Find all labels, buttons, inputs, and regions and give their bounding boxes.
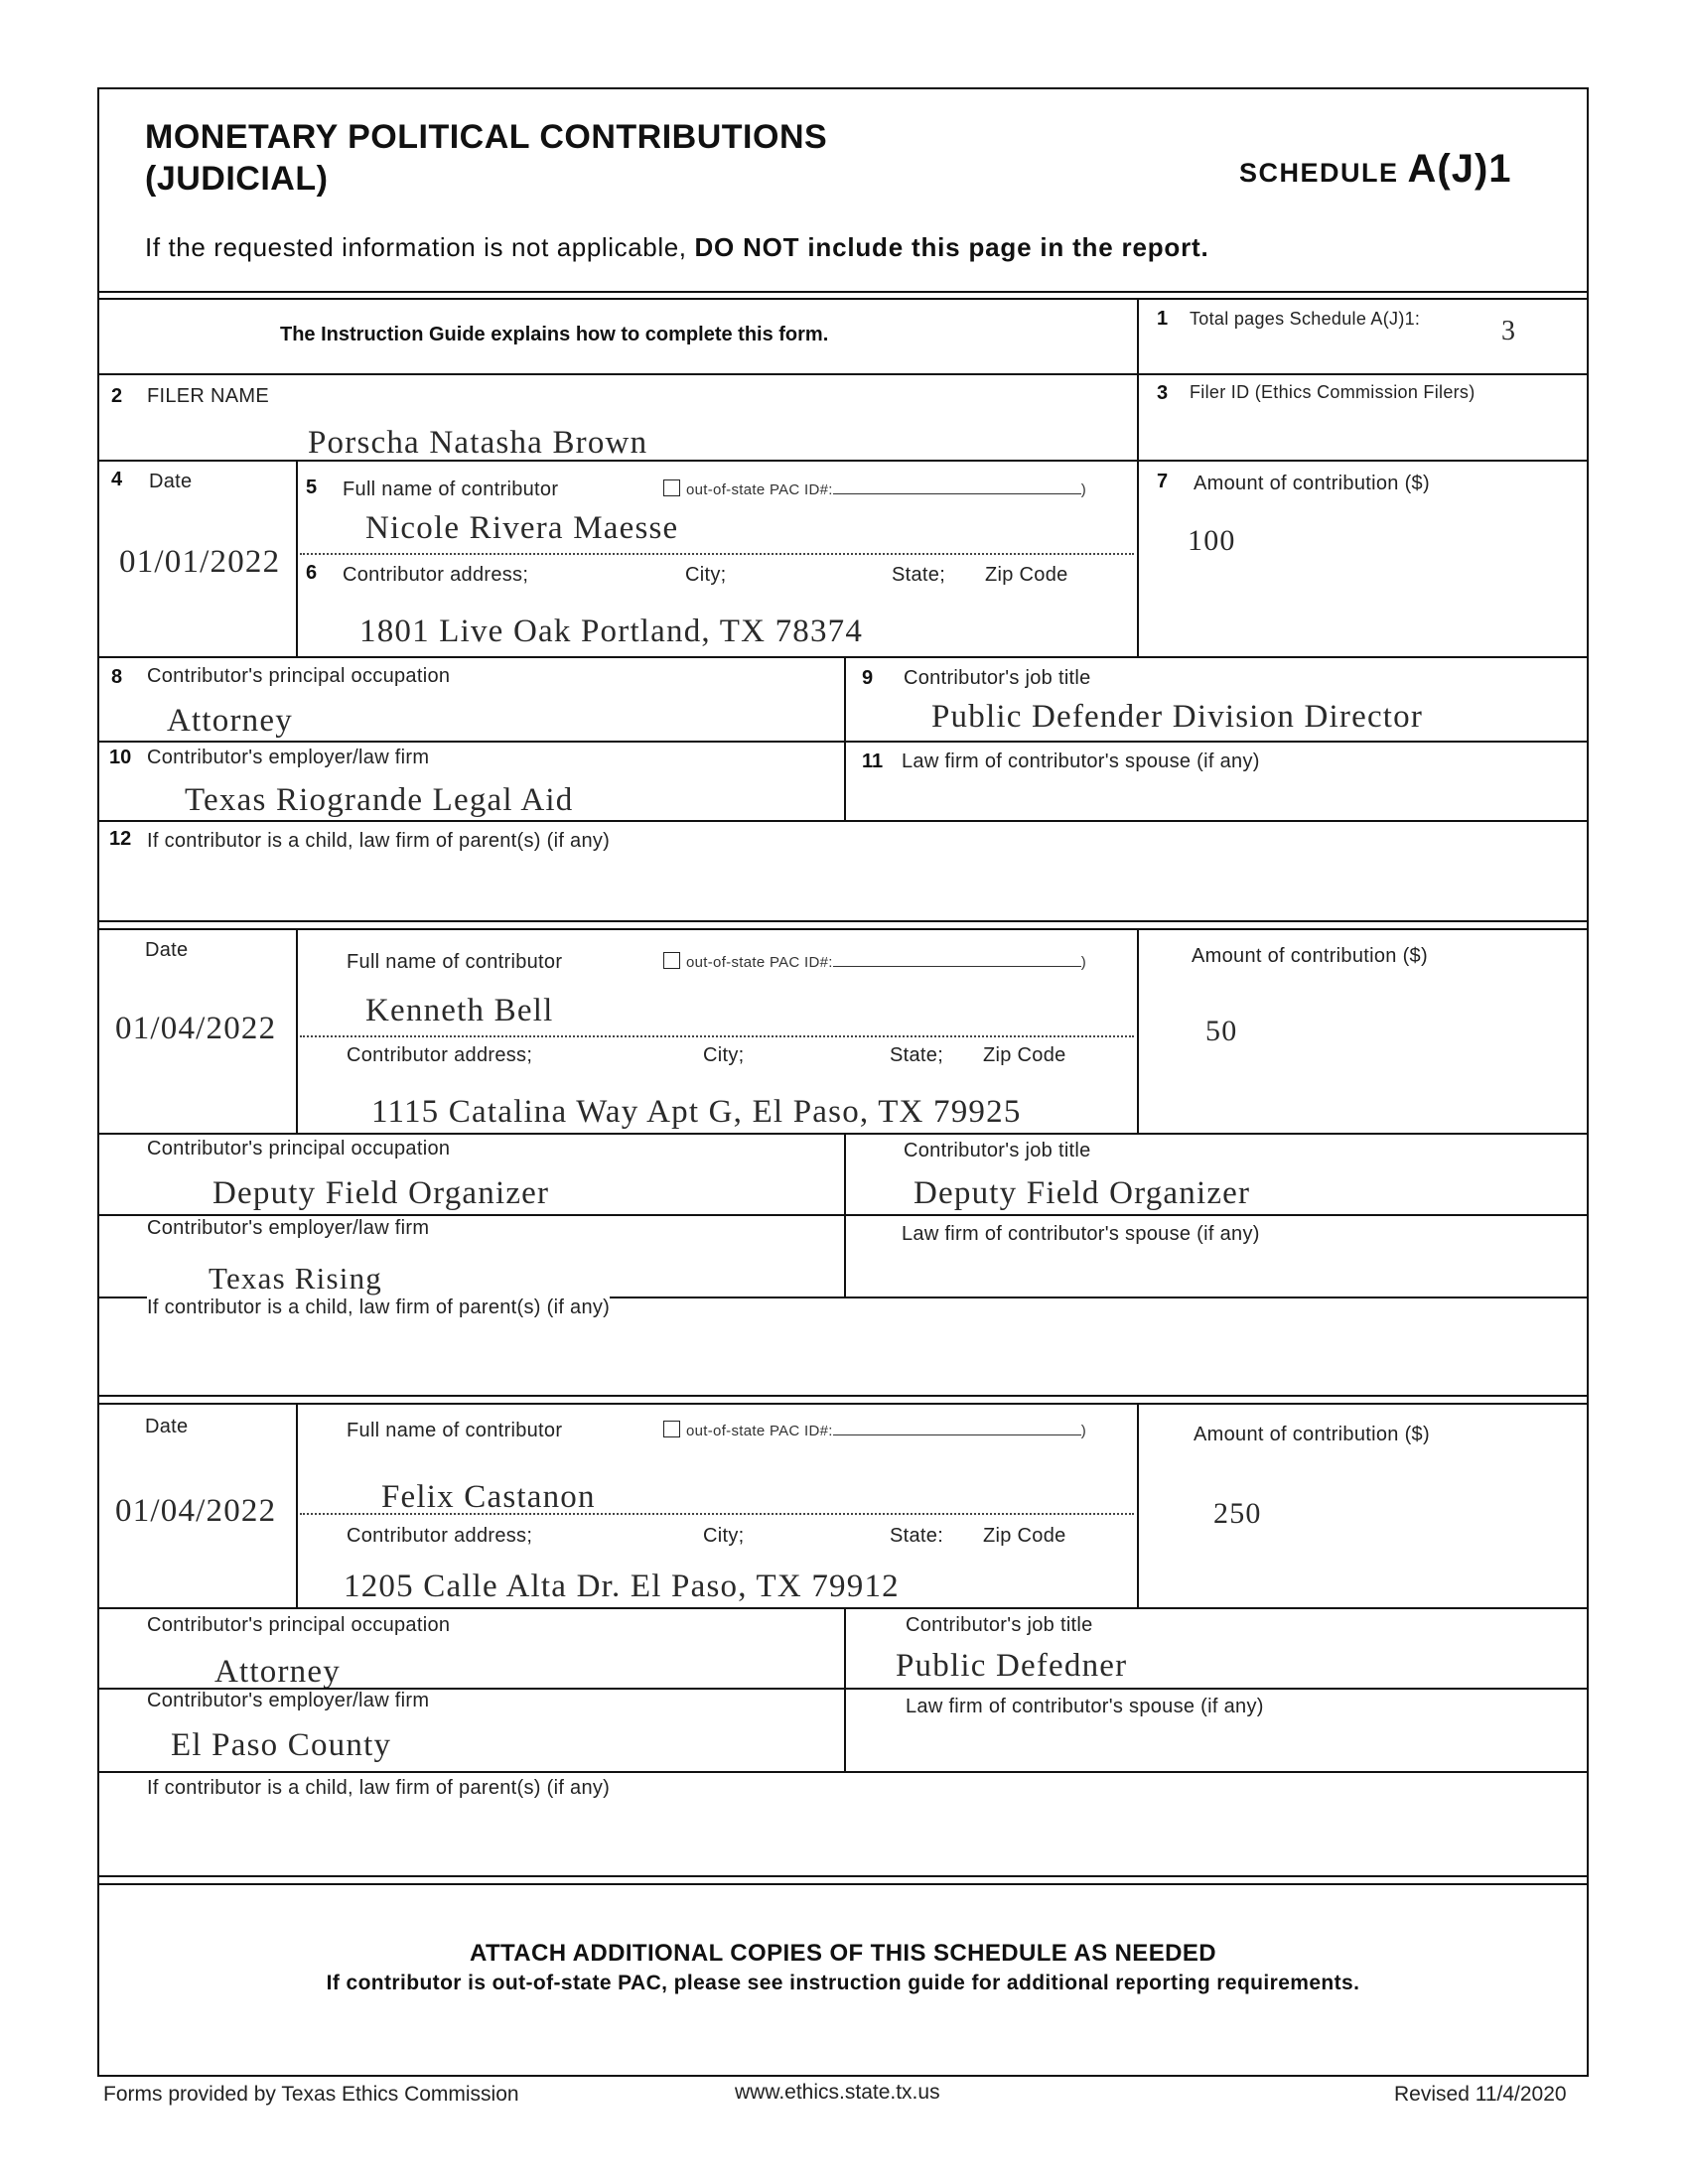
contribution-1-job-title: Public Defender Division Director [931, 699, 1424, 735]
amount-label: Amount of contribution ($) [1194, 473, 1430, 494]
total-pages-value: 3 [1501, 316, 1517, 346]
out-of-state-pac-checkbox[interactable] [663, 952, 680, 969]
contribution-3-date: 01/04/2022 [115, 1493, 277, 1529]
attach-copies-note: ATTACH ADDITIONAL COPIES OF THIS SCHEDULE AS NEEDED [470, 1940, 1216, 1967]
contribution-1-date: 01/01/2022 [119, 544, 281, 580]
contribution-2-address: 1115 Catalina Way Apt G, El Paso, TX 79925 [371, 1094, 1022, 1130]
footer-provider: Forms provided by Texas Ethics Commission [103, 2083, 519, 2106]
contribution-2-job-title: Deputy Field Organizer [914, 1175, 1251, 1211]
instruction-guide-note: The Instruction Guide explains how to complete this form. [280, 324, 829, 345]
date-label: Date [149, 471, 193, 492]
contribution-3-employer: El Paso County [171, 1727, 392, 1763]
form-title-line2: (JUDICIAL) [145, 160, 329, 198]
contribution-2-date: 01/04/2022 [115, 1011, 277, 1046]
filer-id-label: Filer ID (Ethics Commission Filers) [1190, 382, 1476, 402]
contribution-1-address: 1801 Live Oak Portland, TX 78374 [359, 614, 864, 649]
out-of-state-pac-checkbox[interactable] [663, 1421, 680, 1437]
form-title-line1: MONETARY POLITICAL CONTRIBUTIONS [145, 118, 828, 156]
schedule-code: A(J)1 [1407, 147, 1512, 191]
out-of-state-pac: out-of-state PAC ID#: ) [663, 1421, 1086, 1439]
schedule-label: SCHEDULE A(J)1 [1239, 147, 1512, 191]
contribution-3-amount: 250 [1213, 1497, 1262, 1530]
out-of-state-pac-checkbox[interactable] [663, 479, 680, 496]
total-pages-label: Total pages Schedule A(J)1: [1190, 309, 1421, 329]
contribution-1-occupation: Attorney [167, 703, 293, 739]
contribution-1-amount: 100 [1188, 524, 1236, 557]
footer-website[interactable]: www.ethics.state.tx.us [735, 2081, 940, 2104]
footer-revision: Revised 11/4/2020 [1394, 2083, 1567, 2106]
not-applicable-notice: If the requested information is not applicable, DO NOT include this page in the report. [145, 232, 1209, 262]
out-of-state-pac-note: If contributor is out-of-state PAC, please see instruction guide for additional reporting requirements. [326, 1972, 1360, 1994]
contribution-1-employer: Texas Riogrande Legal Aid [185, 782, 574, 818]
contribution-2-name: Kenneth Bell [365, 993, 554, 1028]
out-of-state-pac: out-of-state PAC ID#: ) [663, 952, 1086, 971]
full-name-label: Full name of contributor [343, 478, 559, 500]
contribution-2-occupation: Deputy Field Organizer [212, 1175, 550, 1211]
contribution-3-name: Felix Castanon [381, 1479, 596, 1515]
filer-name-label: FILER NAME [147, 385, 270, 407]
contribution-3-job-title: Public Defedner [896, 1648, 1128, 1684]
contribution-2-amount: 50 [1205, 1015, 1238, 1047]
out-of-state-pac: out-of-state PAC ID#: ) [663, 479, 1086, 498]
contribution-3-occupation: Attorney [214, 1654, 341, 1690]
filer-name-value: Porscha Natasha Brown [308, 425, 648, 461]
contribution-1-name: Nicole Rivera Maesse [365, 510, 679, 546]
contribution-2-employer: Texas Rising [209, 1261, 382, 1296]
contribution-3-address: 1205 Calle Alta Dr. El Paso, TX 79912 [344, 1569, 900, 1604]
